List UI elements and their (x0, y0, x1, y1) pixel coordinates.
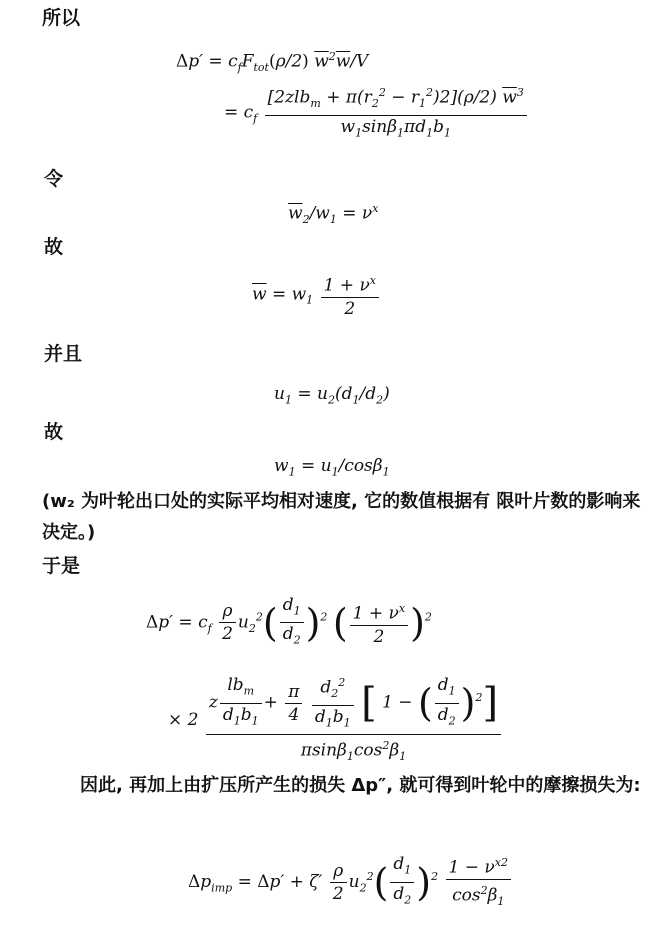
word-suoyi: 所以 (42, 7, 81, 29)
word-gu-1: 故 (44, 236, 64, 258)
conclusion-paragraph: 因此, 再加上由扩压所产生的损失 Δp″, 就可得到叶轮中的摩擦损失为: (80, 775, 641, 796)
one-plus-nu-over-2: $\frac{1 + \nu^x}{2}$ (350, 598, 408, 648)
d1-over-d2-b: $\frac{d_1}{d_2}$ (390, 853, 414, 911)
equation-9: $\Delta p_{imp} = \Delta p' + \zeta'$ $\frac{\rho}{2}$ $u_2^2$( $\frac{d_1}{d_2}$ )$^2$ $\frac{1 - \nu^{x2}}{\cos^2\beta_1}$ (188, 852, 513, 913)
equation-3: $\overline{w}_2/w_1 = \nu^x$ (288, 202, 379, 227)
equation-2-fraction: $\frac{[2zlb_m + \pi(r_2^2 - r_1^2)2](\rho/2) \overline{w}^3}{w_1\sin\beta_1\pi d_1b_1}$ (265, 82, 527, 144)
equation-1: $\Delta p' = c_fF_{tot}(\rho/2)$ $\overline{w}^2\overline{w}/V$ (176, 50, 369, 75)
rho-over-2-b: $\frac{\rho}{2}$ (330, 860, 347, 905)
d1-over-d2: $\frac{d_1}{d_2}$ (280, 594, 304, 652)
equation-4: $\overline{w} = w_1$ $\frac{1 + \nu^x}{2}$ (252, 270, 381, 320)
equation-5: $u_1 = u_2(d_1/d_2)$ (274, 384, 390, 407)
word-yushi: 于是 (42, 555, 81, 577)
word-bingqie: 并且 (44, 343, 83, 365)
equation-2: = $c_f$ $\frac{[2zlb_m + \pi(r_2^2 - r_1^2)2](\rho/2) \overline{w}^3}{w_1\sin\beta_1\pi d_1b_1}$ (224, 82, 529, 144)
equation-7: $\Delta p' = c_f$ $\frac{\rho}{2}$ $u_2^2$( $\frac{d_1}{d_2}$ )$^2$ ( $\frac{1 + \nu^x}{2}$ )$^2$ (146, 594, 432, 652)
note-paragraph: (w₂ 为叶轮出口处的实际平均相对速度, 它的数值根据有 限叶片数的影响来决定。) (42, 491, 641, 543)
equation-8-fraction: z $\frac{lb_m}{d_1b_1}$ + $\frac{\pi}{4}$ $\frac{d_2^2}{d_1b_1}$ [ 1 − ( $\frac{d_1}{d_2}$ )$^2$] $\pi\sin\beta_1\cos^2\beta_1$ (206, 672, 501, 768)
equation-8: × 2 z $\frac{lb_m}{d_1b_1}$ + $\frac{\pi}{4}$ $\frac{d_2^2}{d_1b_1}$ [ 1 − ( $\frac{d_1}{d_2}$ )$^2$] $\pi\sin\beta_1\cos^2\beta_1$ (168, 672, 503, 768)
word-ling: 令 (44, 168, 64, 190)
equation-6: $w_1 = u_1/\cos\beta_1$ (274, 456, 390, 479)
equation-4-fraction: $\frac{1 + \nu^x}{2}$ (321, 270, 379, 320)
word-gu-2: 故 (44, 421, 64, 443)
rho-over-2: $\frac{\rho}{2}$ (219, 600, 236, 645)
one-minus-nu-over-cos: $\frac{1 - \nu^{x2}}{\cos^2\beta_1}$ (446, 852, 511, 913)
